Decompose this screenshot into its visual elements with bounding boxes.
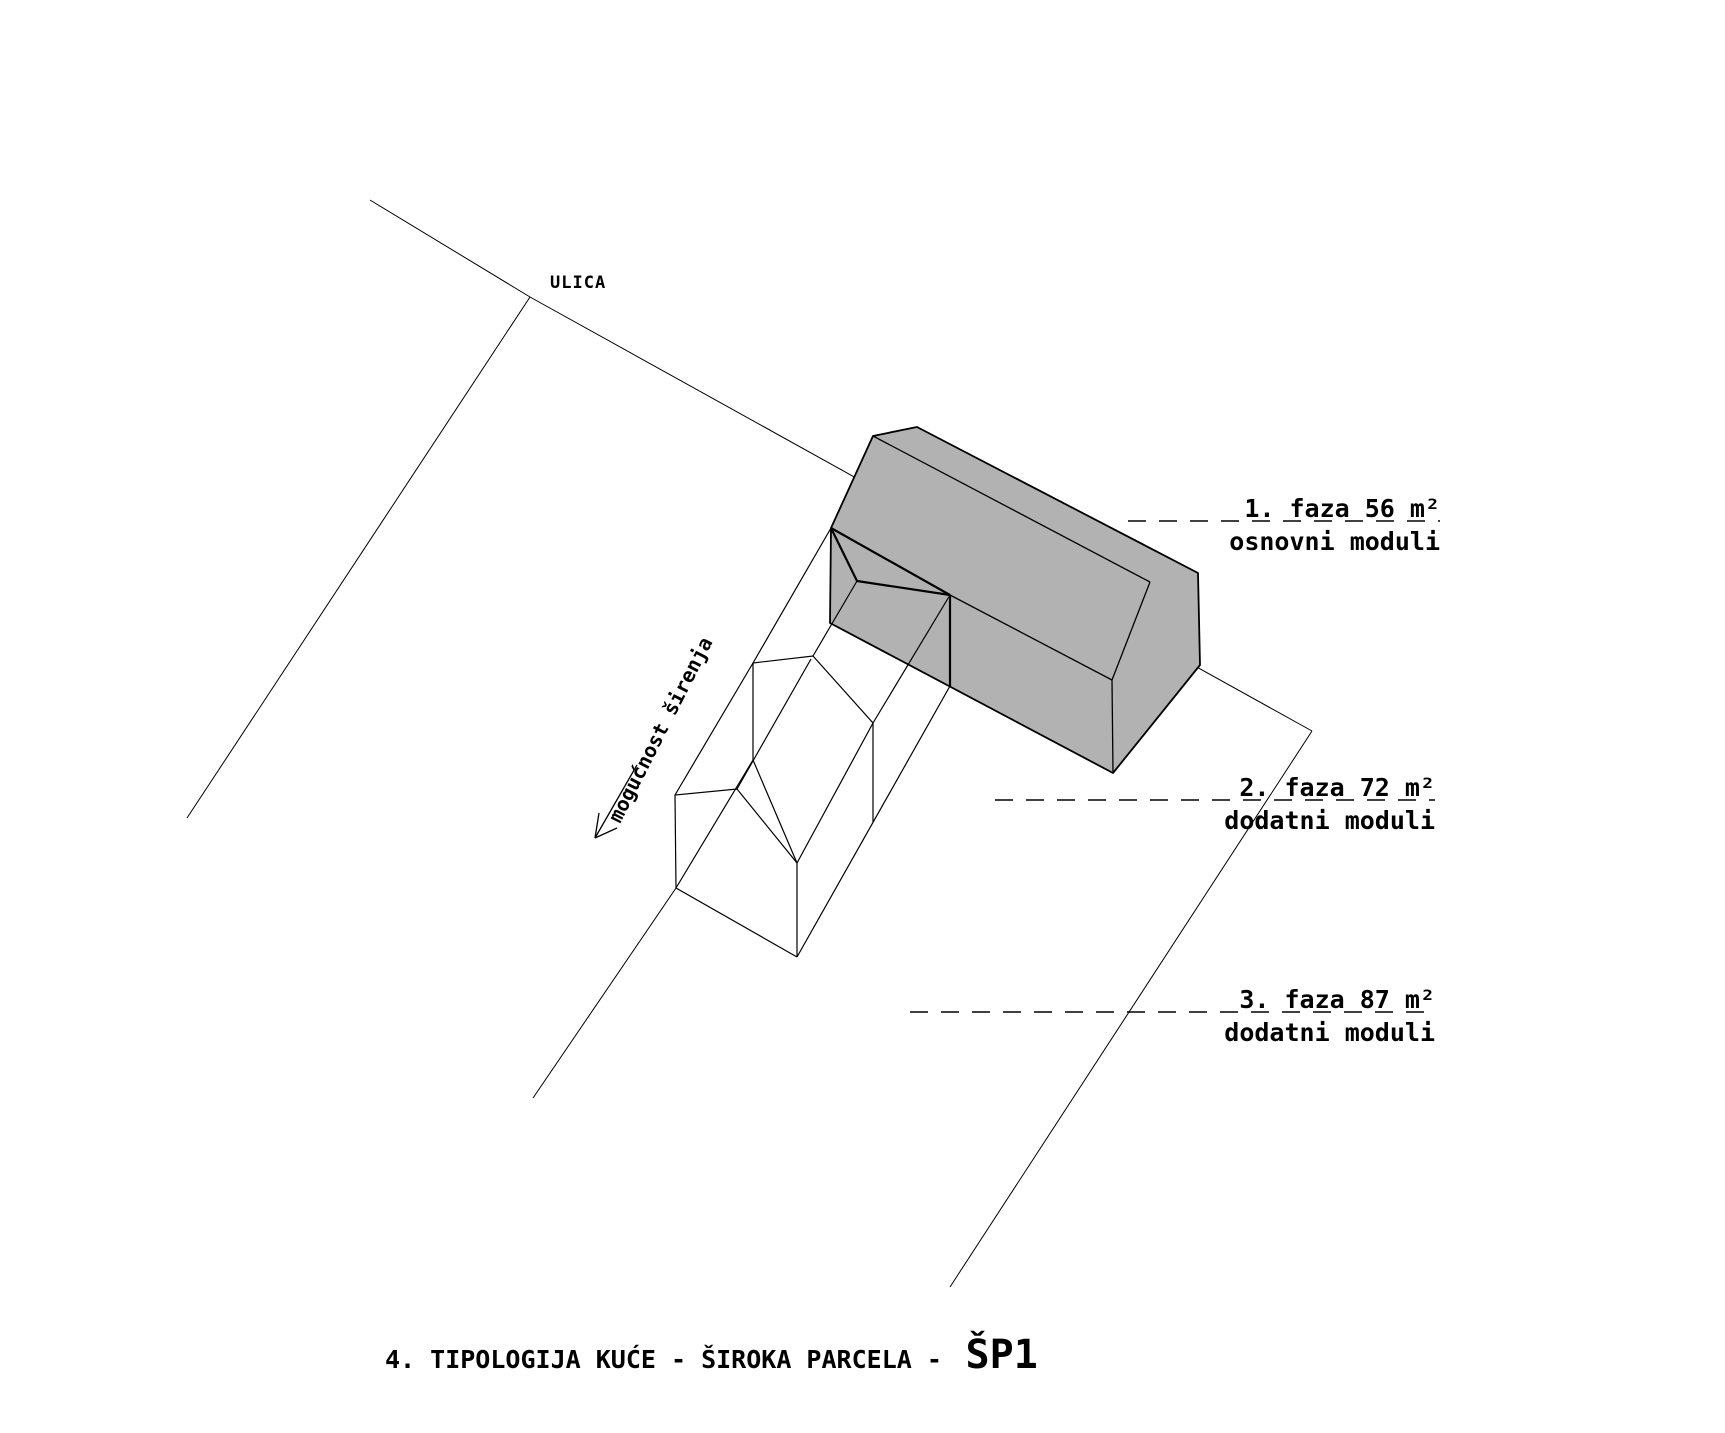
- phase3-wall-base-left: [676, 760, 753, 888]
- phase3-bottom-edge: [676, 888, 797, 957]
- phase3-module-wireframe: [675, 659, 950, 957]
- phase3-label-line1: 3. faza 87 m²: [1239, 985, 1435, 1014]
- phase1-house: [830, 427, 1200, 773]
- phase3-gable-outline: [675, 789, 797, 957]
- expansion-direction-label: mogućnost širenja: [603, 632, 718, 827]
- drawing-title: [385, 1330, 1038, 1378]
- drawing-title-text: 4. TIPOLOGIJA KUĆE - ŠIROKA PARCELA -: [385, 1345, 942, 1374]
- phase3-label: [1224, 985, 1435, 1047]
- phase2-eave-left: [753, 528, 831, 663]
- phase2-label-line1: 2. faza 72 m²: [1239, 773, 1435, 802]
- phase3-label-line2: dodatni moduli: [1224, 1018, 1435, 1047]
- phase1-label-line2: osnovni moduli: [1229, 527, 1440, 556]
- phase3-ridge-line: [737, 659, 811, 789]
- drawing-title-code: ŠP1: [965, 1332, 1038, 1378]
- phase1-label: [1229, 494, 1440, 556]
- phase2-label-line2: dodatni moduli: [1224, 806, 1435, 835]
- street-label: ULICA: [550, 273, 607, 293]
- expansion-boundary-line: [533, 888, 676, 1098]
- phase2-bottom-edge: [753, 760, 797, 863]
- phase2-gable-outline: [753, 656, 873, 822]
- phase1-label-line1: 1. faza 56 m²: [1244, 494, 1440, 523]
- phase2-label: [1224, 773, 1435, 835]
- phase1-house-silhouette: [830, 427, 1200, 773]
- parcel-boundary-left: [187, 297, 530, 818]
